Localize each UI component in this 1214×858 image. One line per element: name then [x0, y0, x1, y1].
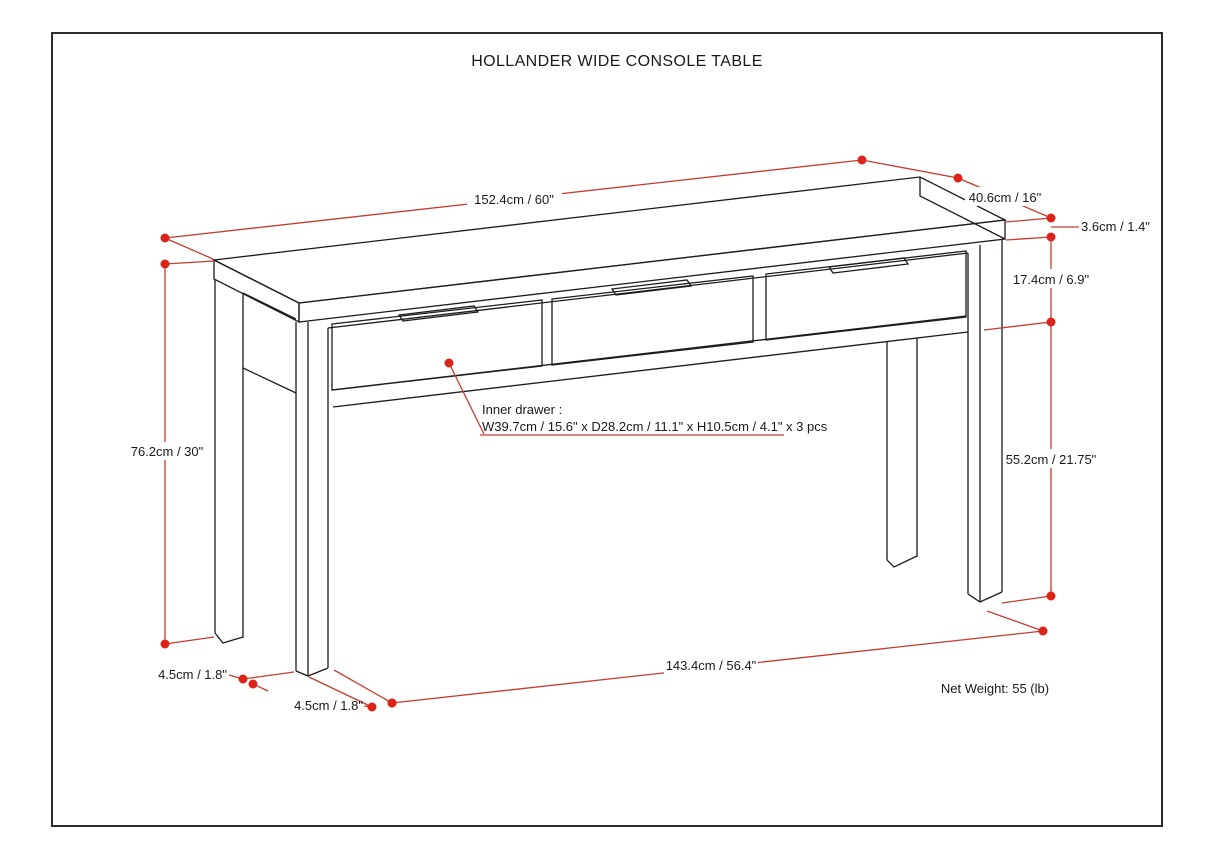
dimension-endpoint-dot: [1039, 627, 1048, 636]
inner-drawer-label: Inner drawer :: [482, 402, 563, 417]
inner-drawer-spec: W39.7cm / 15.6" x D28.2cm / 11.1" x H10.5cm / 4.1" x 3 pcs: [482, 419, 828, 434]
dimension-endpoint-dot: [1047, 592, 1056, 601]
net-weight-label: Net Weight: 55 (lb): [940, 681, 1050, 696]
dimension-endpoint-dot: [388, 699, 397, 708]
dimension-endpoint-dot: [161, 234, 170, 243]
dimension-apron-height-label: 17.4cm / 6.9": [1012, 272, 1090, 287]
dimension-front-leg-thickness-label: 4.5cm / 1.8": [294, 698, 363, 713]
dimension-endpoint-dot: [954, 174, 963, 183]
dimension-endpoint-dot: [161, 260, 170, 269]
dimension-between-legs-label: 143.4cm / 56.4": [665, 658, 757, 673]
dimension-top-length-label: 152.4cm / 60": [474, 192, 554, 207]
dimension-endpoint-dot: [161, 640, 170, 649]
dimension-leg-height-label: 55.2cm / 21.75": [1005, 452, 1097, 467]
dimension-rear-leg-thickness-label: 4.5cm / 1.8": [158, 667, 227, 682]
page-title: HOLLANDER WIDE CONSOLE TABLE: [471, 53, 763, 70]
dimension-endpoint-dot: [1047, 214, 1056, 223]
dimension-endpoint-dot: [249, 680, 258, 689]
dimension-endpoint-dot: [239, 675, 248, 684]
dimension-total-height-label: 76.2cm / 30": [130, 444, 204, 459]
dimension-top-depth-label: 40.6cm / 16": [968, 190, 1042, 205]
dimension-endpoint-dot: [368, 703, 377, 712]
dimension-top-thickness-label: 3.6cm / 1.4": [1081, 219, 1150, 234]
